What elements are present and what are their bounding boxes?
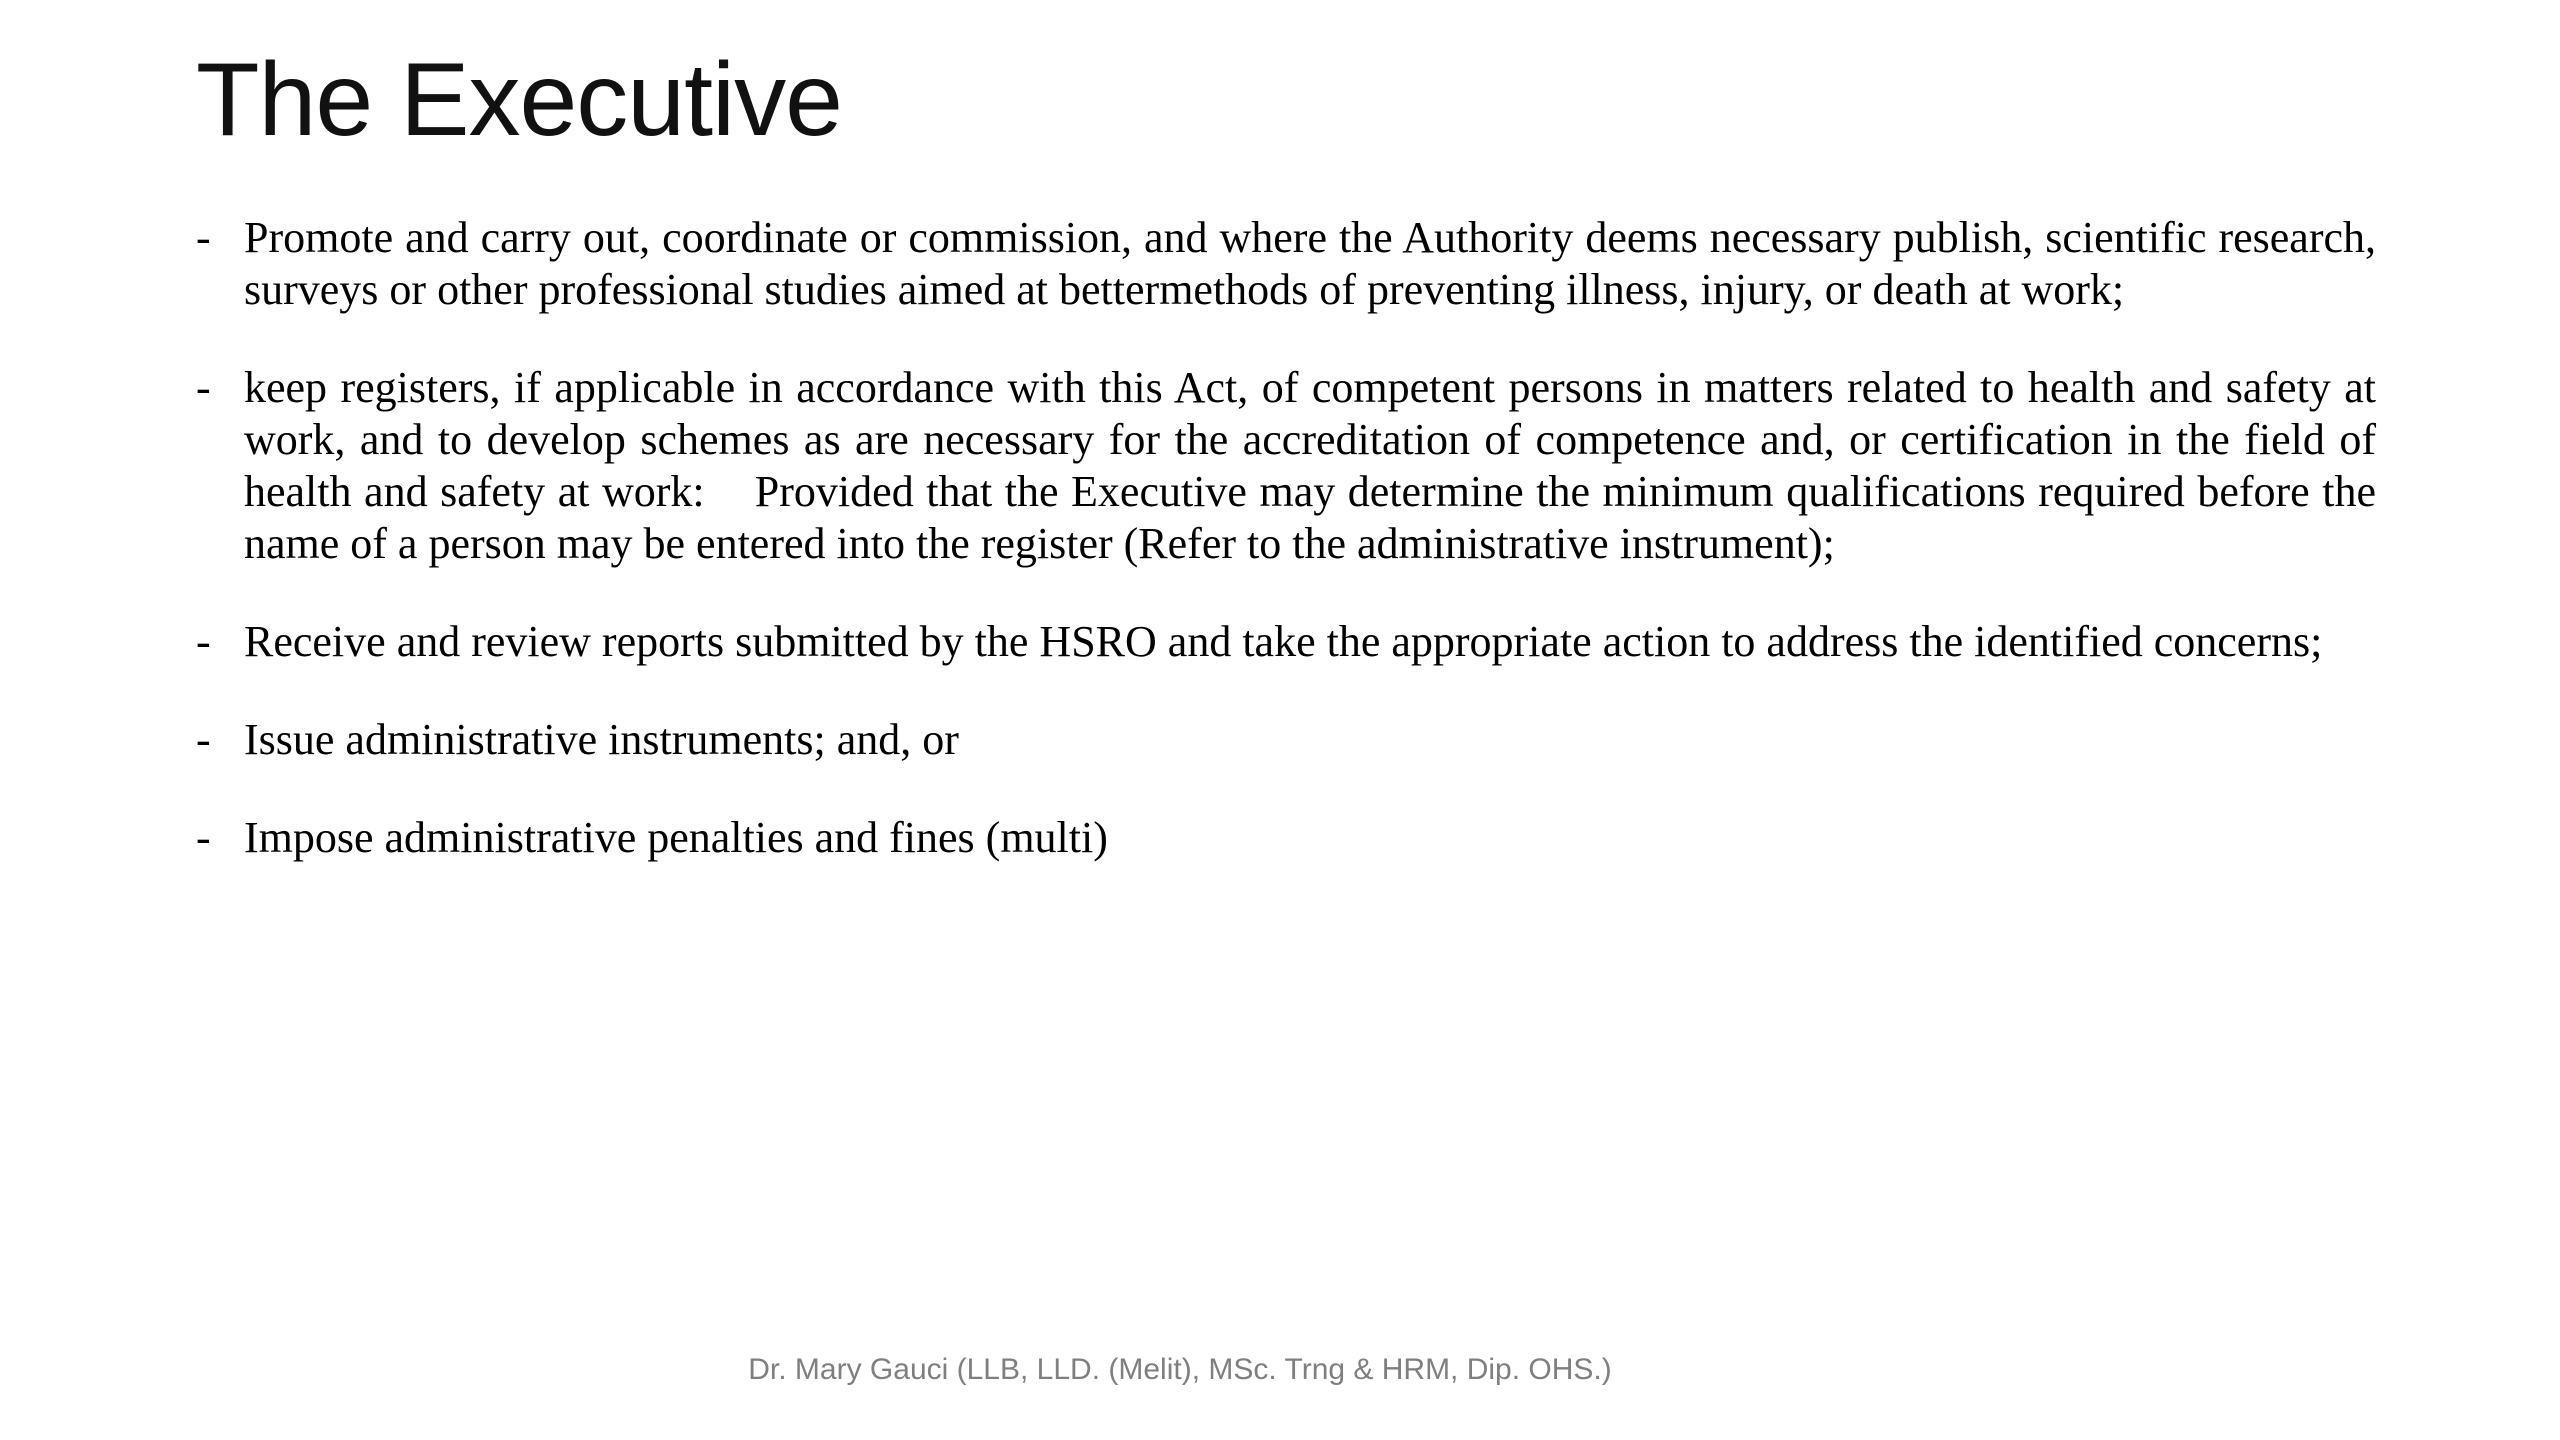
bullet-text: Receive and review reports submitted by the HSRO and take the appropriate action to address the identified concerns;	[244, 617, 2323, 666]
bullet-item	[196, 714, 2376, 766]
bullet-item	[196, 812, 2376, 864]
bullet-text: Issue administrative instruments; and, or	[244, 715, 959, 764]
bullet-marker: -	[196, 715, 211, 764]
bullet-item	[196, 212, 2387, 316]
slide-footer: Dr. Mary Gauci (LLB, LLD. (Melit), MSc. Trng & HRM, Dip. OHS.)	[748, 1353, 1612, 1386]
slide-title: The Executive	[196, 42, 842, 158]
bullet-item	[196, 616, 2376, 668]
bullet-marker: -	[196, 617, 211, 666]
bullet-text: Promote and carry out, coordinate or commission, and where the Authority deems necessary publish, scientific research, surveys or other professional studies aimed at bettermethods of preventing illness, injury, or death at work;	[244, 213, 2387, 314]
bullet-marker: -	[196, 813, 211, 862]
bullet-marker: -	[196, 213, 211, 262]
bullet-list	[196, 212, 2387, 910]
bullet-text: Impose administrative penalties and fines (multi)	[244, 813, 1108, 862]
bullet-item	[196, 362, 2387, 570]
bullet-text: keep registers, if applicable in accordance with this Act, of competent persons in matters related to health and safety at work, and to develop schemes as are necessary for the accreditation of competence and, or certification in the field of health and safety at work: Provided that the Executive may determine the minimum qualifications required before the name of a person may be entered into the register (Refer to the administrative instrument);	[244, 363, 2387, 568]
bullet-marker: -	[196, 363, 211, 412]
